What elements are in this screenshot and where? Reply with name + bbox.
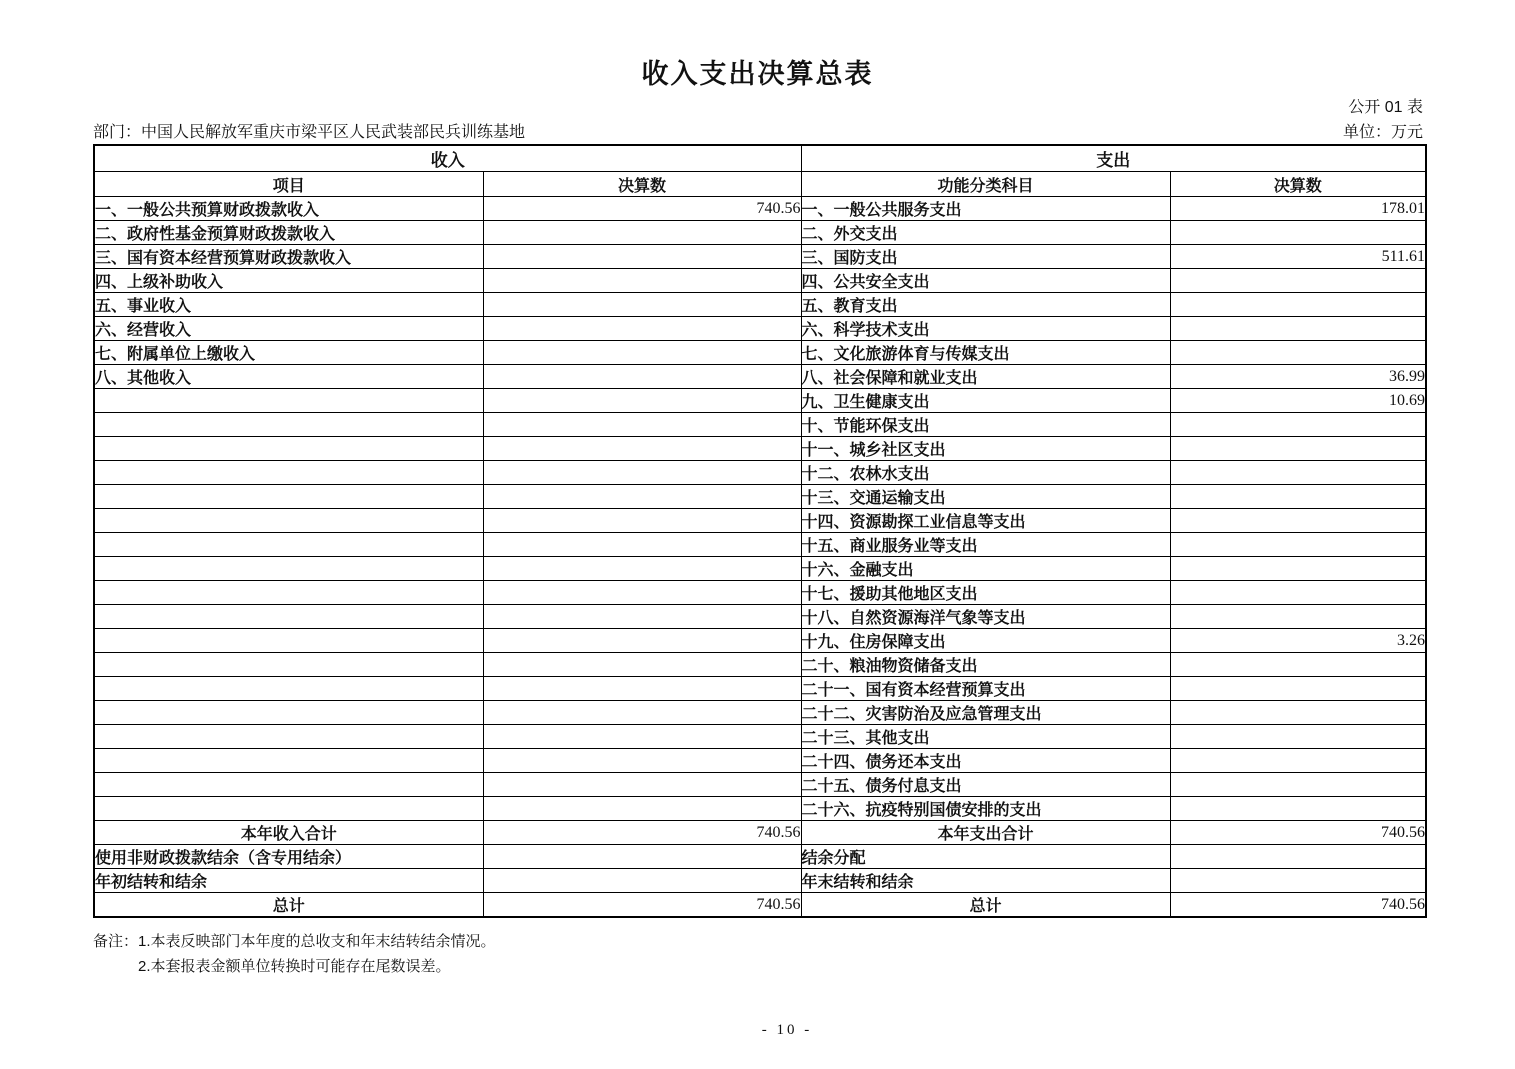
expense-amount-cell [1170, 557, 1426, 581]
expense-item-cell: 二十三、其他支出 [801, 725, 1170, 749]
income-item-cell: 六、经营收入 [94, 317, 483, 341]
expense-item-cell: 年末结转和结余 [801, 869, 1170, 893]
expense-item-cell: 十八、自然资源海洋气象等支出 [801, 605, 1170, 629]
income-amount-cell [483, 533, 801, 557]
income-amount-cell [483, 677, 801, 701]
meta-line [93, 119, 1423, 142]
notes-block [93, 929, 496, 979]
expense-item-cell: 二、外交支出 [801, 221, 1170, 245]
income-item-cell [94, 581, 483, 605]
income-amount-cell [483, 389, 801, 413]
expense-item-cell: 二十五、债务付息支出 [801, 773, 1170, 797]
expense-amount-cell: 511.61 [1170, 245, 1426, 269]
note-line-1: 1.本表反映部门本年度的总收支和年末结转结余情况。 [138, 933, 496, 950]
table-row [94, 557, 1426, 581]
table-row [94, 437, 1426, 461]
unit-label: 单位：万元 [1342, 124, 1423, 141]
col-header-expense-item: 功能分类科目 [801, 172, 1170, 197]
table-row [94, 845, 1426, 869]
expense-amount-cell [1170, 581, 1426, 605]
income-item-cell: 一、一般公共预算财政拨款收入 [94, 197, 483, 221]
table-row [94, 797, 1426, 821]
expense-item-cell: 十三、交通运输支出 [801, 485, 1170, 509]
expense-item-cell: 三、国防支出 [801, 245, 1170, 269]
table-row [94, 701, 1426, 725]
expense-item-cell: 本年支出合计 [801, 821, 1170, 845]
expense-item-cell: 四、公共安全支出 [801, 269, 1170, 293]
income-amount-cell [483, 725, 801, 749]
income-amount-cell [483, 701, 801, 725]
income-item-cell [94, 749, 483, 773]
income-item-cell: 年初结转和结余 [94, 869, 483, 893]
table-row [94, 293, 1426, 317]
expense-amount-cell [1170, 677, 1426, 701]
table-row [94, 821, 1426, 845]
income-item-cell: 总计 [94, 893, 483, 918]
expense-amount-cell [1170, 653, 1426, 677]
table-row [94, 221, 1426, 245]
expense-amount-cell [1170, 509, 1426, 533]
expense-amount-cell [1170, 773, 1426, 797]
table-row [94, 725, 1426, 749]
table-row [94, 773, 1426, 797]
budget-summary-table [93, 144, 1427, 918]
expense-amount-cell [1170, 293, 1426, 317]
income-amount-cell [483, 749, 801, 773]
expense-item-cell: 十七、援助其他地区支出 [801, 581, 1170, 605]
table-row [94, 749, 1426, 773]
expense-item-cell: 一、一般公共服务支出 [801, 197, 1170, 221]
table-row [94, 893, 1426, 918]
income-amount-cell [483, 221, 801, 245]
income-amount-cell [483, 557, 801, 581]
expense-item-cell: 二十六、抗疫特别国债安排的支出 [801, 797, 1170, 821]
income-item-cell [94, 533, 483, 557]
table-row [94, 509, 1426, 533]
income-amount-cell: 740.56 [483, 821, 801, 845]
expense-amount-cell: 740.56 [1170, 893, 1426, 918]
expense-amount-cell [1170, 461, 1426, 485]
table-row [94, 629, 1426, 653]
income-amount-cell [483, 437, 801, 461]
income-item-cell [94, 389, 483, 413]
table-row [94, 365, 1426, 389]
income-item-cell: 五、事业收入 [94, 293, 483, 317]
expense-item-cell: 六、科学技术支出 [801, 317, 1170, 341]
income-amount-cell [483, 317, 801, 341]
income-item-cell [94, 773, 483, 797]
income-item-cell: 四、上级补助收入 [94, 269, 483, 293]
expense-amount-cell [1170, 725, 1426, 749]
expense-amount-cell: 36.99 [1170, 365, 1426, 389]
income-amount-cell [483, 605, 801, 629]
expense-amount-cell [1170, 317, 1426, 341]
expense-item-cell: 九、卫生健康支出 [801, 389, 1170, 413]
income-amount-cell [483, 365, 801, 389]
income-item-cell [94, 701, 483, 725]
expense-item-cell: 十六、金融支出 [801, 557, 1170, 581]
table-row [94, 533, 1426, 557]
table-row [94, 581, 1426, 605]
table-row [94, 413, 1426, 437]
table-row [94, 485, 1426, 509]
col-header-expense-amount: 决算数 [1170, 172, 1426, 197]
income-amount-cell [483, 245, 801, 269]
income-amount-cell [483, 581, 801, 605]
table-row [94, 269, 1426, 293]
col-header-income-amount: 决算数 [483, 172, 801, 197]
income-item-cell [94, 797, 483, 821]
income-amount-cell [483, 485, 801, 509]
table-row [94, 389, 1426, 413]
expense-item-cell: 八、社会保障和就业支出 [801, 365, 1170, 389]
expense-amount-cell: 178.01 [1170, 197, 1426, 221]
income-amount-cell [483, 653, 801, 677]
income-amount-cell [483, 629, 801, 653]
column-header-row [94, 172, 1426, 197]
table-row [94, 677, 1426, 701]
table-row [94, 197, 1426, 221]
expense-amount-cell [1170, 437, 1426, 461]
income-item-cell [94, 605, 483, 629]
income-item-cell: 三、国有资本经营预算财政拨款收入 [94, 245, 483, 269]
table-row [94, 341, 1426, 365]
department-label: 部门：中国人民解放军重庆市梁平区人民武装部民兵训练基地 [93, 124, 526, 141]
expense-amount-cell [1170, 413, 1426, 437]
income-item-cell: 使用非财政拨款结余（含专用结余） [94, 845, 483, 869]
table-row [94, 461, 1426, 485]
income-item-cell [94, 437, 483, 461]
notes-label: 备注： [93, 933, 139, 950]
income-item-cell [94, 629, 483, 653]
table-row [94, 653, 1426, 677]
income-item-cell: 二、政府性基金预算财政拨款收入 [94, 221, 483, 245]
expense-item-cell: 五、教育支出 [801, 293, 1170, 317]
expense-amount-cell [1170, 533, 1426, 557]
expense-item-cell: 总计 [801, 893, 1170, 918]
table-row [94, 605, 1426, 629]
income-amount-cell [483, 509, 801, 533]
expense-amount-cell [1170, 605, 1426, 629]
income-amount-cell [483, 341, 801, 365]
income-amount-cell [483, 869, 801, 893]
expense-item-cell: 十、节能环保支出 [801, 413, 1170, 437]
table-body [94, 197, 1426, 918]
expense-item-cell: 结余分配 [801, 845, 1170, 869]
income-amount-cell [483, 773, 801, 797]
income-amount-cell [483, 269, 801, 293]
expense-amount-cell [1170, 269, 1426, 293]
page-number: - 10 - [761, 1022, 813, 1038]
income-item-cell [94, 461, 483, 485]
income-amount-cell: 740.56 [483, 197, 801, 221]
table-code-label: 公开 01 表 [1348, 99, 1423, 116]
income-item-cell [94, 413, 483, 437]
expense-item-cell: 十五、商业服务业等支出 [801, 533, 1170, 557]
table-row [94, 869, 1426, 893]
expense-amount-cell [1170, 869, 1426, 893]
expense-amount-cell: 3.26 [1170, 629, 1426, 653]
income-amount-cell [483, 293, 801, 317]
expense-section-header: 支出 [801, 145, 1426, 172]
expense-item-cell: 十四、资源勘探工业信息等支出 [801, 509, 1170, 533]
note-line-2: 2.本套报表金额单位转换时可能存在尾数误差。 [138, 958, 451, 975]
income-item-cell: 七、附属单位上缴收入 [94, 341, 483, 365]
income-item-cell [94, 725, 483, 749]
expense-amount-cell [1170, 221, 1426, 245]
expense-amount-cell [1170, 701, 1426, 725]
expense-amount-cell [1170, 845, 1426, 869]
income-item-cell [94, 557, 483, 581]
page-title: 收入支出决算总表 [641, 59, 874, 89]
expense-item-cell: 二十一、国有资本经营预算支出 [801, 677, 1170, 701]
income-amount-cell [483, 797, 801, 821]
income-item-cell [94, 653, 483, 677]
income-amount-cell [483, 845, 801, 869]
income-item-cell [94, 677, 483, 701]
expense-item-cell: 十九、住房保障支出 [801, 629, 1170, 653]
income-item-cell [94, 485, 483, 509]
income-section-header: 收入 [94, 145, 801, 172]
expense-item-cell: 十二、农林水支出 [801, 461, 1170, 485]
expense-amount-cell [1170, 485, 1426, 509]
income-item-cell: 八、其他收入 [94, 365, 483, 389]
income-amount-cell [483, 413, 801, 437]
table-row [94, 245, 1426, 269]
expense-item-cell: 二十、粮油物资储备支出 [801, 653, 1170, 677]
expense-amount-cell [1170, 749, 1426, 773]
expense-item-cell: 二十二、灾害防治及应急管理支出 [801, 701, 1170, 725]
expense-amount-cell [1170, 797, 1426, 821]
income-item-cell [94, 509, 483, 533]
table-row [94, 317, 1426, 341]
expense-amount-cell: 740.56 [1170, 821, 1426, 845]
income-item-cell: 本年收入合计 [94, 821, 483, 845]
expense-item-cell: 七、文化旅游体育与传媒支出 [801, 341, 1170, 365]
expense-item-cell: 二十四、债务还本支出 [801, 749, 1170, 773]
expense-amount-cell: 10.69 [1170, 389, 1426, 413]
income-amount-cell: 740.56 [483, 893, 801, 918]
expense-item-cell: 十一、城乡社区支出 [801, 437, 1170, 461]
section-header-row [94, 145, 1426, 172]
income-amount-cell [483, 461, 801, 485]
expense-amount-cell [1170, 341, 1426, 365]
col-header-income-item: 项目 [94, 172, 483, 197]
